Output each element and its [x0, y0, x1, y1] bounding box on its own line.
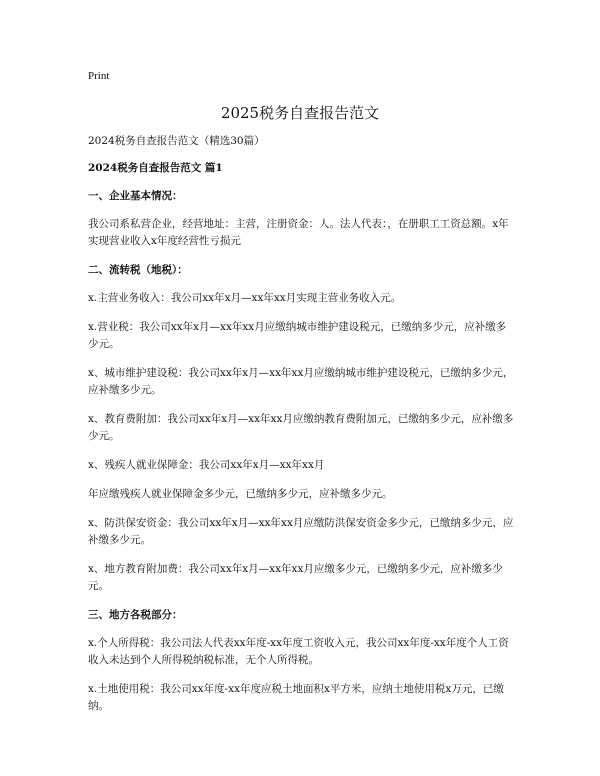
paragraph-education-surcharge: x、教育费附加：我公司xx年x月—xx年xx月应缴纳教育费附加元，已缴纳多少元，应补缴多少元。 [88, 413, 514, 442]
section-title: 2024税务自查报告范文 篇1 [88, 162, 223, 174]
paragraph-local-education-surcharge: x、地方教育附加费：我公司xx年x月—xx年xx月应缴多少元，已缴纳多少元，应补缴多少元。 [88, 563, 503, 592]
document-body [88, 133, 516, 727]
print-label: Print [88, 70, 110, 82]
paragraph-basic-info: 我公司系私营企业，经营地址：主营，注册资金：人。法人代表：，在册职工工资总额。x年实现营业收入x年度经营性亏损元 [88, 218, 509, 247]
paragraph-main-revenue: x.主营业务收入：我公司xx年x月—xx年xx月实现主营业务收入元。 [88, 292, 402, 304]
heading-local-taxes: 三、地方各税部分： [88, 609, 183, 621]
heading-basic-info: 一、企业基本情况： [88, 190, 183, 202]
document-title: 2025税务自查报告范文 [220, 104, 380, 122]
paragraph-income-tax: x.个人所得税：我公司法人代表xx年度-xx年度工资收入元，我公司xx年度-xx年度个人工资收入未达到个人所得税纳税标准，无个人所得税。 [88, 637, 509, 666]
document-subtitle: 2024税务自查报告范文（精选30篇） [88, 135, 265, 147]
paragraph-land-use-tax: x.土地使用税：我公司xx年度-xx年度应税土地面积x平方米，应纳土地使用税x万元，已缴纳。 [88, 683, 504, 712]
heading-turnover-tax: 二、流转税（地税）： [88, 264, 188, 276]
paragraph-disability-fund: x、残疾人就业保障金：我公司xx年x月—xx年xx月 [88, 459, 325, 471]
paragraph-urban-construction-tax: x、城市维护建设税：我公司xx年x月—xx年xx月应缴纳城市维护建设税元，已缴纳多少元，应补缴多少元。 [88, 367, 514, 396]
paragraph-disability-fund-cont: 年应缴残疾人就业保障金多少元，已缴纳多少元，应补缴多少元。 [88, 488, 393, 500]
paragraph-flood-fund: x、防洪保安资金：我公司xx年x月—xx年xx月应缴防洪保安资金多少元，已缴纳多少元，应补缴多少元。 [88, 517, 514, 546]
paragraph-business-tax: x.营业税：我公司xx年x月—xx年xx月应缴纳城市维护建设税元，已缴纳多少元，应补缴多少元。 [88, 321, 507, 350]
